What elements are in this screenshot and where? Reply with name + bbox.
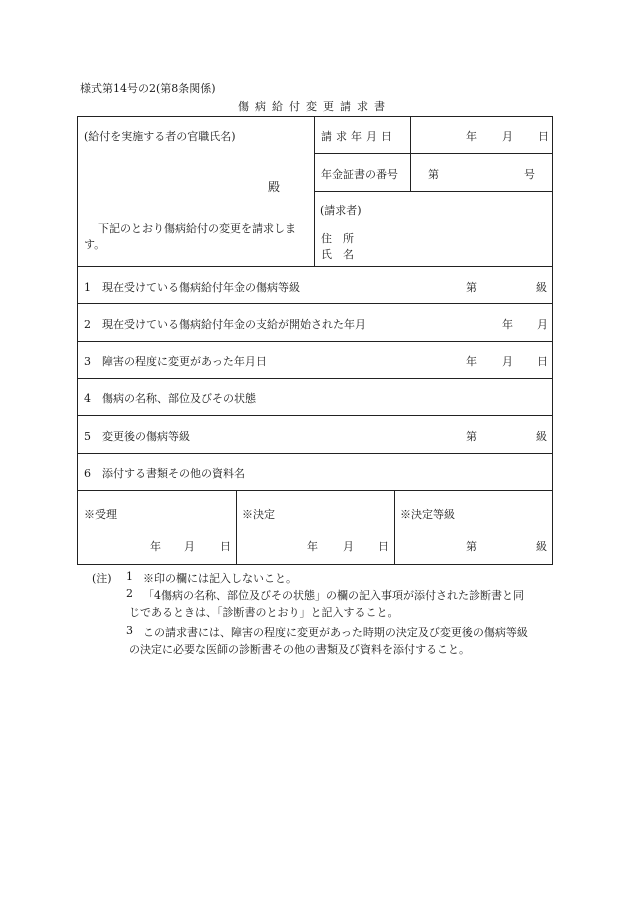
row-3-unit-month: 月 — [502, 355, 513, 368]
row-6-label: 6 添付する書類その他の資料名 — [84, 467, 245, 480]
form-number: 様式第14号の2(第8条関係) — [80, 82, 216, 95]
cert-go: 号 — [524, 168, 535, 181]
row-2-label: 2 現在受けている傷病給付年金の支給が開始された年月 — [84, 318, 366, 331]
received-year: 年 — [150, 540, 161, 553]
note-3-line1: この請求書には、障害の程度に変更があった時期の決定及び変更後の傷病等級 — [143, 626, 528, 639]
decision-grade-kyu: 級 — [536, 540, 547, 553]
row-2-unit-month: 月 — [537, 318, 548, 331]
note-2-line2: じであるときは、「診断書のとおり」と記入すること。 — [129, 606, 399, 619]
row-5-unit-dai: 第 — [466, 430, 477, 443]
decision-month: 月 — [343, 540, 354, 553]
row-3-unit-year: 年 — [466, 355, 477, 368]
address-label: 住 所 — [321, 232, 354, 245]
row-2-unit-year: 年 — [502, 318, 513, 331]
date-day-unit: 日 — [538, 130, 549, 143]
notes-prefix: (注) — [92, 572, 112, 585]
row-5-unit-kyu: 級 — [536, 430, 547, 443]
row-3-label: 3 障害の程度に変更があった年月日 — [84, 355, 267, 368]
row-5-label: 5 変更後の傷病等級 — [84, 430, 190, 443]
note-1-num: 1 — [126, 570, 133, 583]
decision-label: ※決定 — [242, 508, 275, 521]
note-3-num: 3 — [126, 624, 133, 637]
decision-day: 日 — [378, 540, 389, 553]
note-2-line1: 「4傷病の名称、部位及びその状態」の欄の記入事項が添付された診断書と同 — [143, 589, 524, 602]
form-title: 傷病給付変更請求書 — [238, 100, 391, 113]
note-3-line2: の決定に必要な医師の診断書その他の書類及び資料を添付すること。 — [129, 643, 470, 656]
decision-grade-dai: 第 — [466, 540, 477, 553]
date-year-unit: 年 — [466, 130, 477, 143]
row-4-label: 4 傷病の名称、部位及びその状態 — [84, 392, 256, 405]
row-3-unit-day: 日 — [537, 355, 548, 368]
request-text-line2: す。 — [84, 238, 106, 251]
request-date-label: 請求年月日 — [321, 130, 396, 143]
received-label: ※受理 — [84, 508, 117, 521]
request-text-line1: 下記のとおり傷病給付の変更を請求しま — [98, 222, 296, 235]
note-2-num: 2 — [126, 587, 133, 600]
row-1-label: 1 現在受けている傷病給付年金の傷病等級 — [84, 281, 300, 294]
claimant-label: (請求者) — [320, 204, 362, 217]
dono-label: 殿 — [268, 180, 281, 194]
official-label: (給付を実施する者の官職氏名) — [84, 130, 236, 143]
note-1-text: ※印の欄には記入しないこと。 — [143, 572, 297, 585]
name-label: 氏 名 — [321, 248, 354, 261]
row-1-unit-dai: 第 — [466, 281, 477, 294]
received-day: 日 — [220, 540, 231, 553]
pension-cert-label: 年金証書の番号 — [321, 168, 398, 181]
decision-year: 年 — [307, 540, 318, 553]
decision-grade-label: ※決定等級 — [400, 508, 455, 521]
received-month: 月 — [184, 540, 195, 553]
cert-dai: 第 — [428, 168, 439, 181]
date-month-unit: 月 — [502, 130, 513, 143]
row-1-unit-kyu: 級 — [536, 281, 547, 294]
